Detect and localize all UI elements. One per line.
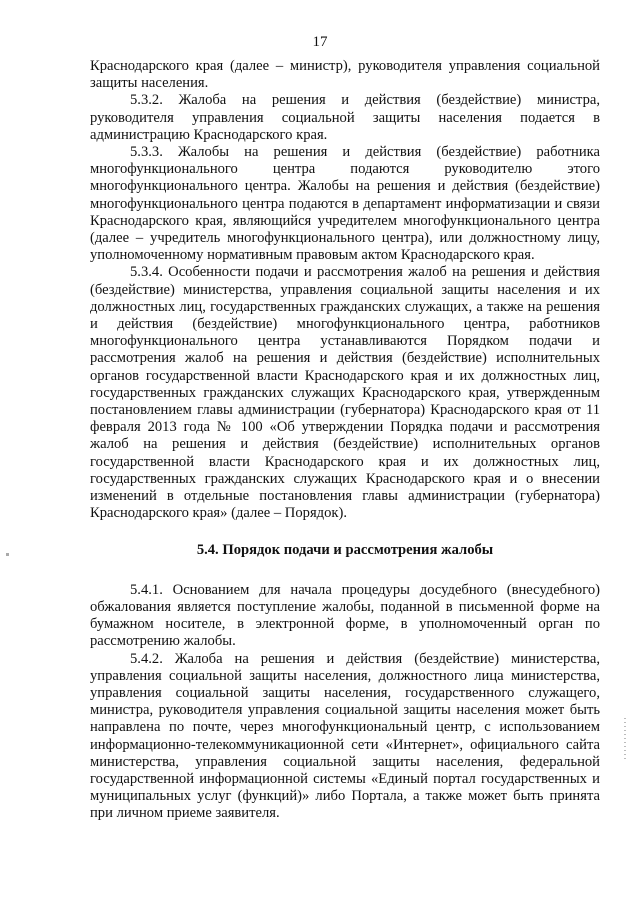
page-number: 17 (312, 34, 328, 50)
document-body (90, 58, 600, 823)
scan-artifact-dots (624, 718, 626, 762)
paragraph-5-4-1: 5.4.1. Основанием для начала процедуры досудебного (внесудебного) обжалования является поступление жалобы, поданной в письменной форме на бумажном носителе, в электронной форме, в уполномоченный орган по рассмотрению жалобы. (90, 581, 600, 650)
paragraph-5-4-2: 5.4.2. Жалоба на решения и действия (бездействие) министерства, управления социальной защиты населения, должностного лица министерства, управления социальной защиты населения, государственного служащего, министра, руководителя управления социальной защиты населения может быть направлена по почте, через многофункциональный центр, с использованием информационно-телекоммуникационной сети «Интернет», официального сайта министерства, управления социальной защиты населения, федеральной государственной информационной системы «Единый портал государственных и муниципальных услуг (функций)» либо Портала, а также может быть принята при личном приеме заявителя. (90, 650, 600, 822)
paragraph-5-3-2: 5.3.2. Жалоба на решения и действия (бездействие) министра, руководителя управления социальной защиты населения подается в администрацию Краснодарского края. (90, 92, 600, 143)
paragraph-5-3-4: 5.3.4. Особенности подачи и рассмотрения жалоб на решения и действия (бездействие) министерства, управления социальной защиты населения и их должностных лиц, государственных гражданских служащих, а также на решения и действия (бездействие) многофункционального центра, работников многофункционального центра устанавливаются Порядком подачи и рассмотрения жалоб на решения и действия (бездействие) исполнительных органов государственной власти Краснодарского края и их должностных лиц, государственных гражданских служащих Краснодарского края, утвержденным постановлением главы администрации (губернатора) Краснодарского края от 11 февраля 2013 года № 100 «Об утверждении Порядка подачи и рассмотрения жалоб на решения и действия (бездействие) исполнительных органов государственной власти Краснодарского края и их должностных лиц, государственных гражданских служащих Краснодарского края и о внесении изменений в отдельные постановления главы администрации (губернатора) Краснодарского края» (далее – Порядок). (90, 264, 600, 522)
paragraph-5-3-3: 5.3.3. Жалобы на решения и действия (бездействие) работника многофункционального центра подаются руководителю этого многофункционального центра. Жалобы на решения и действия (бездействие) многофункционального центра подаются в департамент информатизации и связи Краснодарского края, являющийся учредителем многофункционального центра (далее – учредитель многофункционального центра), или должностному лицу, уполномоченному нормативным правовым актом Краснодарского края. (90, 144, 600, 264)
section-heading: 5.4. Порядок подачи и рассмотрения жалобы (196, 542, 494, 559)
paragraph-continuation: Краснодарского края (далее – министр), руководителя управления социальной защиты населения. (90, 58, 600, 92)
scan-artifact-mark (6, 553, 9, 556)
